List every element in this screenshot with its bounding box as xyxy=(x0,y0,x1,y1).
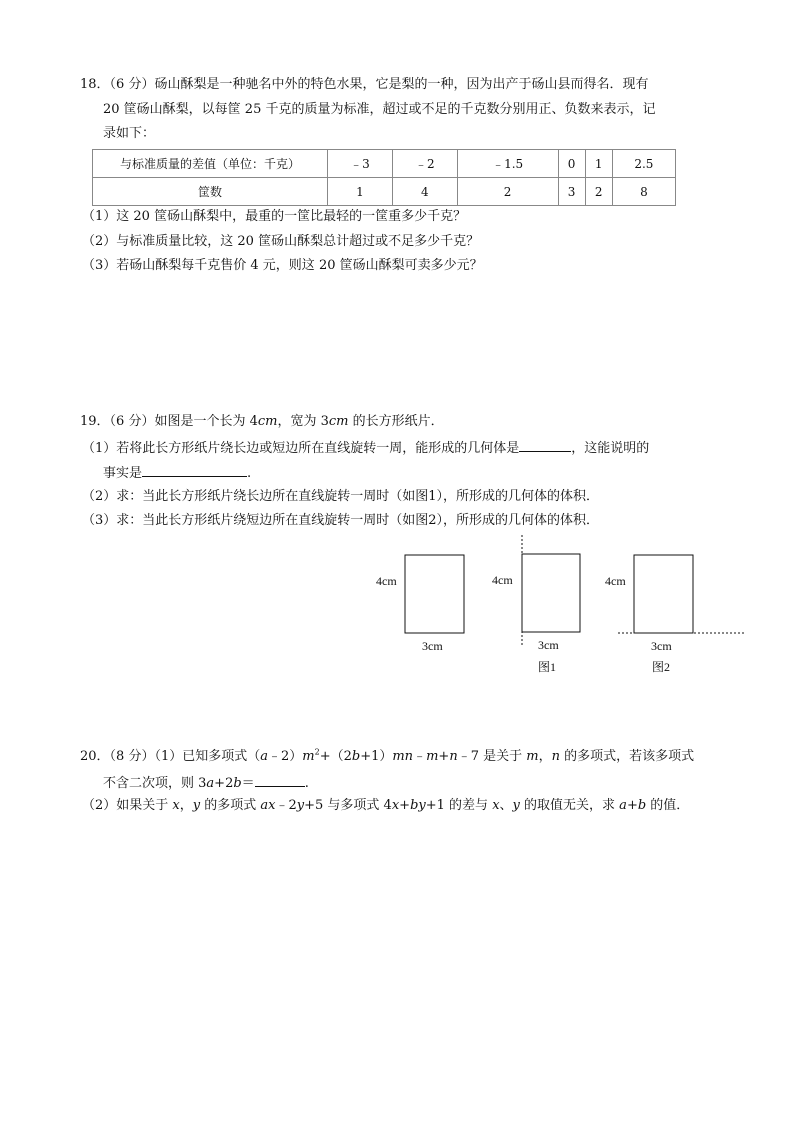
q19-text: （1）若将此长方形纸片绕长边或短边所在直线旋转一周，能形成的几何体是 xyxy=(82,441,520,456)
q18-line3: 录如下： xyxy=(103,126,156,141)
var-y: y xyxy=(512,798,520,813)
q19-text: ，宽为 3 xyxy=(277,414,329,429)
table-row xyxy=(93,178,676,206)
table-cell: 4 xyxy=(392,178,457,206)
var-m: m xyxy=(526,749,539,764)
table-cell: 2 xyxy=(585,178,612,206)
q20-text: +（2 xyxy=(319,749,352,764)
table-cell: 1 xyxy=(585,150,612,178)
q19-sub2: （2）求：当此长方形纸片绕长边所在直线旋转一周时（如图1），所形成的几何体的体积． xyxy=(82,489,600,504)
q20-text: +1 的差与 xyxy=(425,798,493,813)
var-x: x xyxy=(492,798,500,813)
q20-text: 20．（8 分）（1）已知多项式（ xyxy=(80,749,261,764)
table-cell: 2 xyxy=(457,178,558,206)
var-a: a xyxy=(619,798,627,813)
answer-blank[interactable] xyxy=(142,464,247,477)
table-cell: 2.5 xyxy=(612,150,675,178)
var-n: n xyxy=(551,749,560,764)
q20-text: （2）如果关于 xyxy=(82,798,173,813)
table-header-cell: 筐数 xyxy=(93,178,328,206)
table-cell: 3 xyxy=(558,178,585,206)
q20-line2 xyxy=(103,774,309,792)
var-mn: mn xyxy=(392,749,414,764)
var-b: b xyxy=(637,798,647,813)
caption-fig1: 图1 xyxy=(538,660,557,674)
table-cell: 1 xyxy=(328,178,393,206)
paper-rectangle-fig1 xyxy=(522,554,580,632)
q20-text: 、 xyxy=(499,798,513,813)
width-label: 3cm xyxy=(422,639,443,653)
length-label-fig2: 4cm xyxy=(605,574,626,588)
q19-sub1-line1 xyxy=(82,439,649,457)
width-label-fig2: 3cm xyxy=(651,639,672,653)
var-x: x xyxy=(391,798,400,813)
q18-line1: 18．（6 分）砀山酥梨是一种驰名中外的特色水果，它是梨的一种，因为出产于砀山县而得名．现有 xyxy=(80,77,649,92)
q19-line1 xyxy=(80,414,444,430)
q20-text: + xyxy=(399,798,411,813)
answer-blank[interactable] xyxy=(519,439,571,452)
q18-line2: 20 筐砀山酥梨，以每筐 25 千克的质量为标准，超过或不足的千克数分别用正、负数来表示，记 xyxy=(103,102,656,117)
paper-rectangle-fig2 xyxy=(634,555,693,633)
caption-fig2: 图2 xyxy=(652,660,671,674)
q20-text: + xyxy=(438,749,450,764)
q18-sub3: （3）若砀山酥梨每千克售价 4 元，则这 20 筐砀山酥梨可卖多少元？ xyxy=(82,258,483,273)
var-y: y xyxy=(296,798,305,813)
q18-sub2: （2）与标准质量比较，这 20 筐砀山酥梨总计超过或不足多少千克？ xyxy=(82,234,480,249)
var-m: m xyxy=(302,749,315,764)
q20-text: ， xyxy=(179,798,193,813)
length-label: 4cm xyxy=(376,574,397,588)
q20-text: ＝ xyxy=(241,776,255,791)
period: . xyxy=(304,776,309,791)
q20-sub2 xyxy=(82,798,689,814)
unit-cm: cm xyxy=(257,414,278,429)
q19-text: 的长方形纸片． xyxy=(348,414,444,429)
q20-text: + xyxy=(626,798,638,813)
table-cell: 0 xyxy=(558,150,585,178)
var-b: b xyxy=(233,776,242,791)
q19-text: ，这能说明的 xyxy=(571,441,650,456)
table-cell: 8 xyxy=(612,178,675,206)
q19-text: 19．（6 分）如图是一个长为 4 xyxy=(80,414,258,429)
q19-sub1-line2 xyxy=(103,464,251,482)
table-row xyxy=(93,150,676,178)
period: . xyxy=(247,466,252,481)
q20-text: +1） xyxy=(360,749,393,764)
var-n: n xyxy=(449,749,458,764)
q20-text: 的多项式，若该多项式 xyxy=(559,749,695,764)
q20-text: +2 xyxy=(214,776,234,791)
var-by: by xyxy=(410,798,426,813)
table-cell: ﹣1.5 xyxy=(457,150,558,178)
length-label-fig1: 4cm xyxy=(492,573,513,587)
q20-text: +5 与多项式 4 xyxy=(304,798,392,813)
q19-sub3: （3）求：当此长方形纸片绕短边所在直线旋转一周时（如图2），所形成的几何体的体积． xyxy=(82,513,600,528)
q20-line1 xyxy=(80,749,694,765)
var-a: a xyxy=(260,749,268,764)
q20-text: 的多项式 xyxy=(200,798,261,813)
q19-text: 事实是 xyxy=(103,466,143,481)
table-cell: ﹣3 xyxy=(328,150,393,178)
q19-figure xyxy=(360,535,750,680)
unit-cm: cm xyxy=(328,414,349,429)
q20-text: ﹣ xyxy=(413,749,427,764)
var-ax: ax xyxy=(260,798,276,813)
q20-text: 的取值无关，求 xyxy=(519,798,620,813)
var-x: x xyxy=(172,798,180,813)
paper-rectangle xyxy=(405,555,464,633)
var-m: m xyxy=(426,749,439,764)
q20-text: ﹣7 是关于 xyxy=(457,749,527,764)
q18-table xyxy=(92,149,676,206)
q20-text: ﹣2 xyxy=(275,798,297,813)
q20-text: ﹣2） xyxy=(267,749,303,764)
width-label-fig1: 3cm xyxy=(538,638,559,652)
table-cell: ﹣2 xyxy=(392,150,457,178)
q20-text: ， xyxy=(538,749,552,764)
var-y: y xyxy=(192,798,201,813)
q20-text: 的值． xyxy=(646,798,690,813)
table-header-cell: 与标准质量的差值（单位：千克） xyxy=(93,150,328,178)
exponent: 2 xyxy=(314,747,320,757)
q20-text: 不含二次项，则 3 xyxy=(103,776,207,791)
answer-blank[interactable] xyxy=(255,774,305,787)
var-a: a xyxy=(206,776,215,791)
q18-sub1: （1）这 20 筐砀山酥梨中，最重的一筐比最轻的一筐重多少千克？ xyxy=(82,209,467,224)
var-b: b xyxy=(351,749,361,764)
